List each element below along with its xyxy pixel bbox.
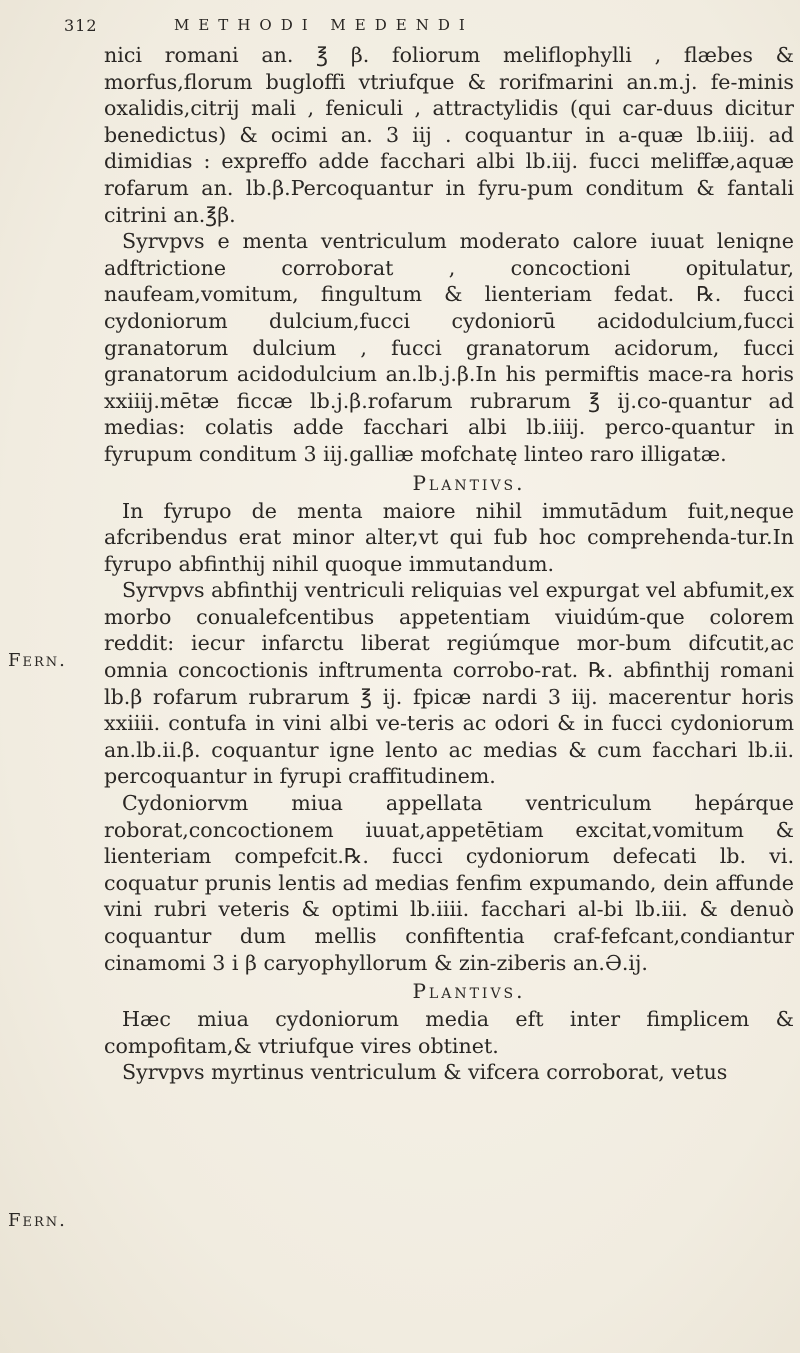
margin-note-fern: Fern. <box>8 1210 67 1231</box>
section-heading: Plantivs. <box>412 979 526 1004</box>
paragraph: Hæc miua cydoniorum media eft inter fimplicem & compofitam,& vtriufque vires obtinet. <box>104 1007 794 1058</box>
section-heading: Plantivs. <box>412 470 526 495</box>
paragraph: Syrvpvs abfinthij ventriculi reliquias vel expurgat vel abfumit,ex morbo conualefcentibus appetentiam viuidúm-que colorem reddit: iecur infarctu liberat regiúmque mor-bum difcutit,ac omnia concoctionis inftrumenta corrobo-rat. ℞. abfinthij romani lb.β rofarum rubrarum ℥ ij. fpicæ nardi 3 iij. macerentur horis xxiiii. contufa in vini albi ve-teris ac odori & in fucci cydoniorum an.lb.ii.β. coquantur igne lento ac medias & cum facchari lb.ii. percoquantur in fyrupi craffitudinem. <box>104 578 794 789</box>
running-title: METHODI MEDENDI <box>174 16 474 34</box>
paragraph: Syrvpvs e menta ventriculum moderato calore iuuat leniqne adftrictione corroborat , concoctioni opitulatur, naufeam,vomitum, fingultum & lienteriam fedat. ℞. fucci cydoniorum dulcium,fucci cydoniorū acidodulcium,fucci granatorum dulcium , fucci granatorum acidorum, fucci granatorum acidodulcium an.lb.j.β.In his permiftis mace-ra horis xxiiij.mētæ ficcæ lb.j.β.rofarum rubrarum ℥ ij.co-quantur ad medias: colatis adde facchari albi lb.iiij. perco-quantur in fyrupum conditum 3 iij.galliæ mofchatę linteo raro illigatæ. <box>104 229 794 466</box>
paragraph: Syrvpvs myrtinus ventriculum & vifcera corroborat, vetus <box>122 1060 728 1085</box>
page-number: 312 <box>64 16 98 35</box>
page-header <box>64 6 764 38</box>
paragraph: Cydoniorvm miua appellata ventriculum hepárque roborat,concoctionem iuuat,appetētiam excitat,vomitum & lienteriam compefcit.℞. fucci cydoniorum defecati lb. vi. coquatur prunis lentis ad medias fenfim expumando, dein affunde vini rubri veteris & optimi lb.iiii. facchari al-bi lb.iii. & denuò coquantur dum mellis confiftentia craf-fefcant,condiantur cinamomi 3 i β caryophyllorum & zin-ziberis an.Ə.ij. <box>104 791 794 975</box>
paragraph: In fyrupo de menta maiore nihil immutādum fuit,neque afcribendus erat minor alter,vt qui fub hoc comprehenda-tur.In fyrupo abfinthij nihil quoque immutandum. <box>104 498 794 576</box>
margin-note-fern: Fern. <box>8 650 67 671</box>
paragraph: nici romani an. ℥ β. foliorum meliflophylli , flæbes & morfus,florum bugloffi vtriufque & rorifmarini an.m.j. fe-minis oxalidis,citrij mali , feniculi , attractylidis (qui car-duus dicitur benedictus) & ocimi an. 3 iij . coquantur in a-quæ lb.iiij. ad dimidias : expreffo adde facchari albi lb.iij. fucci meliffæ,aquæ rofarum an. lb.β.Percoquantur in fyru-pum conditum & fantali citrini an.℥β. <box>104 43 794 227</box>
text-body <box>104 42 794 1086</box>
